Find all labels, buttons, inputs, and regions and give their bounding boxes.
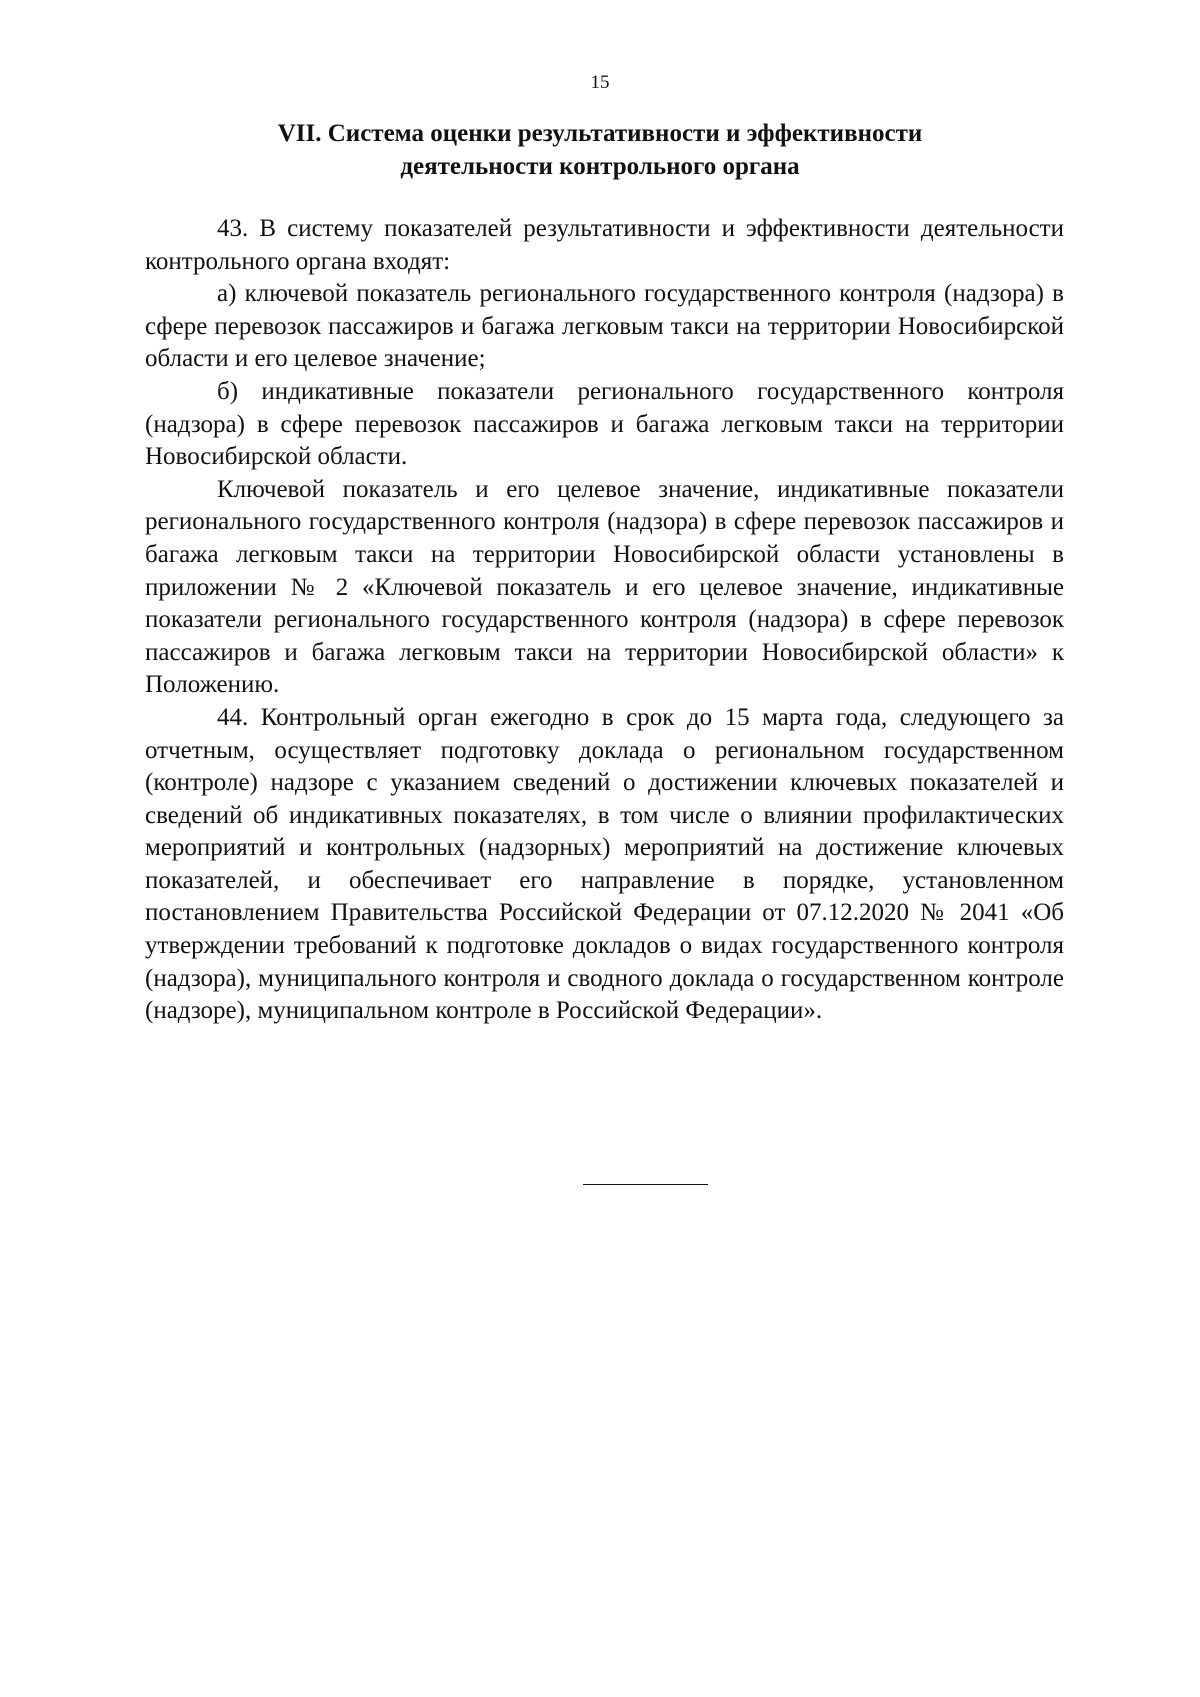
paragraph-43-item-b: б) индикативные показатели регионального государственного контроля (надзора) в сфере перевозок пассажиров и багажа легковым такси на территории Новосибирской области. — [145, 377, 1064, 471]
body-text — [145, 213, 1064, 1028]
section-heading-line-2: деятельности контрольного органа — [400, 153, 800, 180]
paragraph-key-indicator: Ключевой показатель и его целевое значение, индикативные показатели регионального государственного контроля (надзора) в сфере перевозок пассажиров и багажа легковым такси на территории Новосибирской области установлены в приложении № 2 «Ключевой показатель и его целевое значение, индикативные показатели регионального государственного контроля (надзора) в сфере перевозок пассажиров и багажа легковым такси на территории Новосибирской области» к Положению. — [145, 475, 1064, 699]
paragraph-43: 43. В систему показателей результативности и эффективности деятельности контрольного органа входят: — [145, 215, 1064, 275]
end-divider — [583, 1184, 708, 1185]
paragraph-43-item-a: а) ключевой показатель регионального государственного контроля (надзора) в сфере перевозок пассажиров и багажа легковым такси на территории Новосибирской области и его целевое значение; — [145, 280, 1064, 373]
section-heading-line-1: VII. Система оценки результативности и эффективности — [277, 120, 923, 147]
section-heading — [140, 117, 1060, 183]
page-number: 15 — [590, 72, 610, 93]
paragraph-44: 44. Контрольный орган ежегодно в срок до 15 марта года, следующего за отчетным, осуществляет подготовку доклада о региональном государственном (контроле) надзоре с указанием сведений о достижении ключевых показателей и сведений об индикативных показателях, в том числе о влиянии профилактических мероприятий и контрольных (надзорных) мероприятий на достижение ключевых показателей, и обеспечивает его направление в порядке, установленном постановлением Правительства Российской Федерации от 07.12.2020 № 2041 «Об утверждении требований к подготовке докладов о видах государственного контроля (надзора), муниципального контроля и сводного доклада о государственном контроле (надзоре), муниципальном контроле в Российской Федерации». — [145, 703, 1064, 1025]
